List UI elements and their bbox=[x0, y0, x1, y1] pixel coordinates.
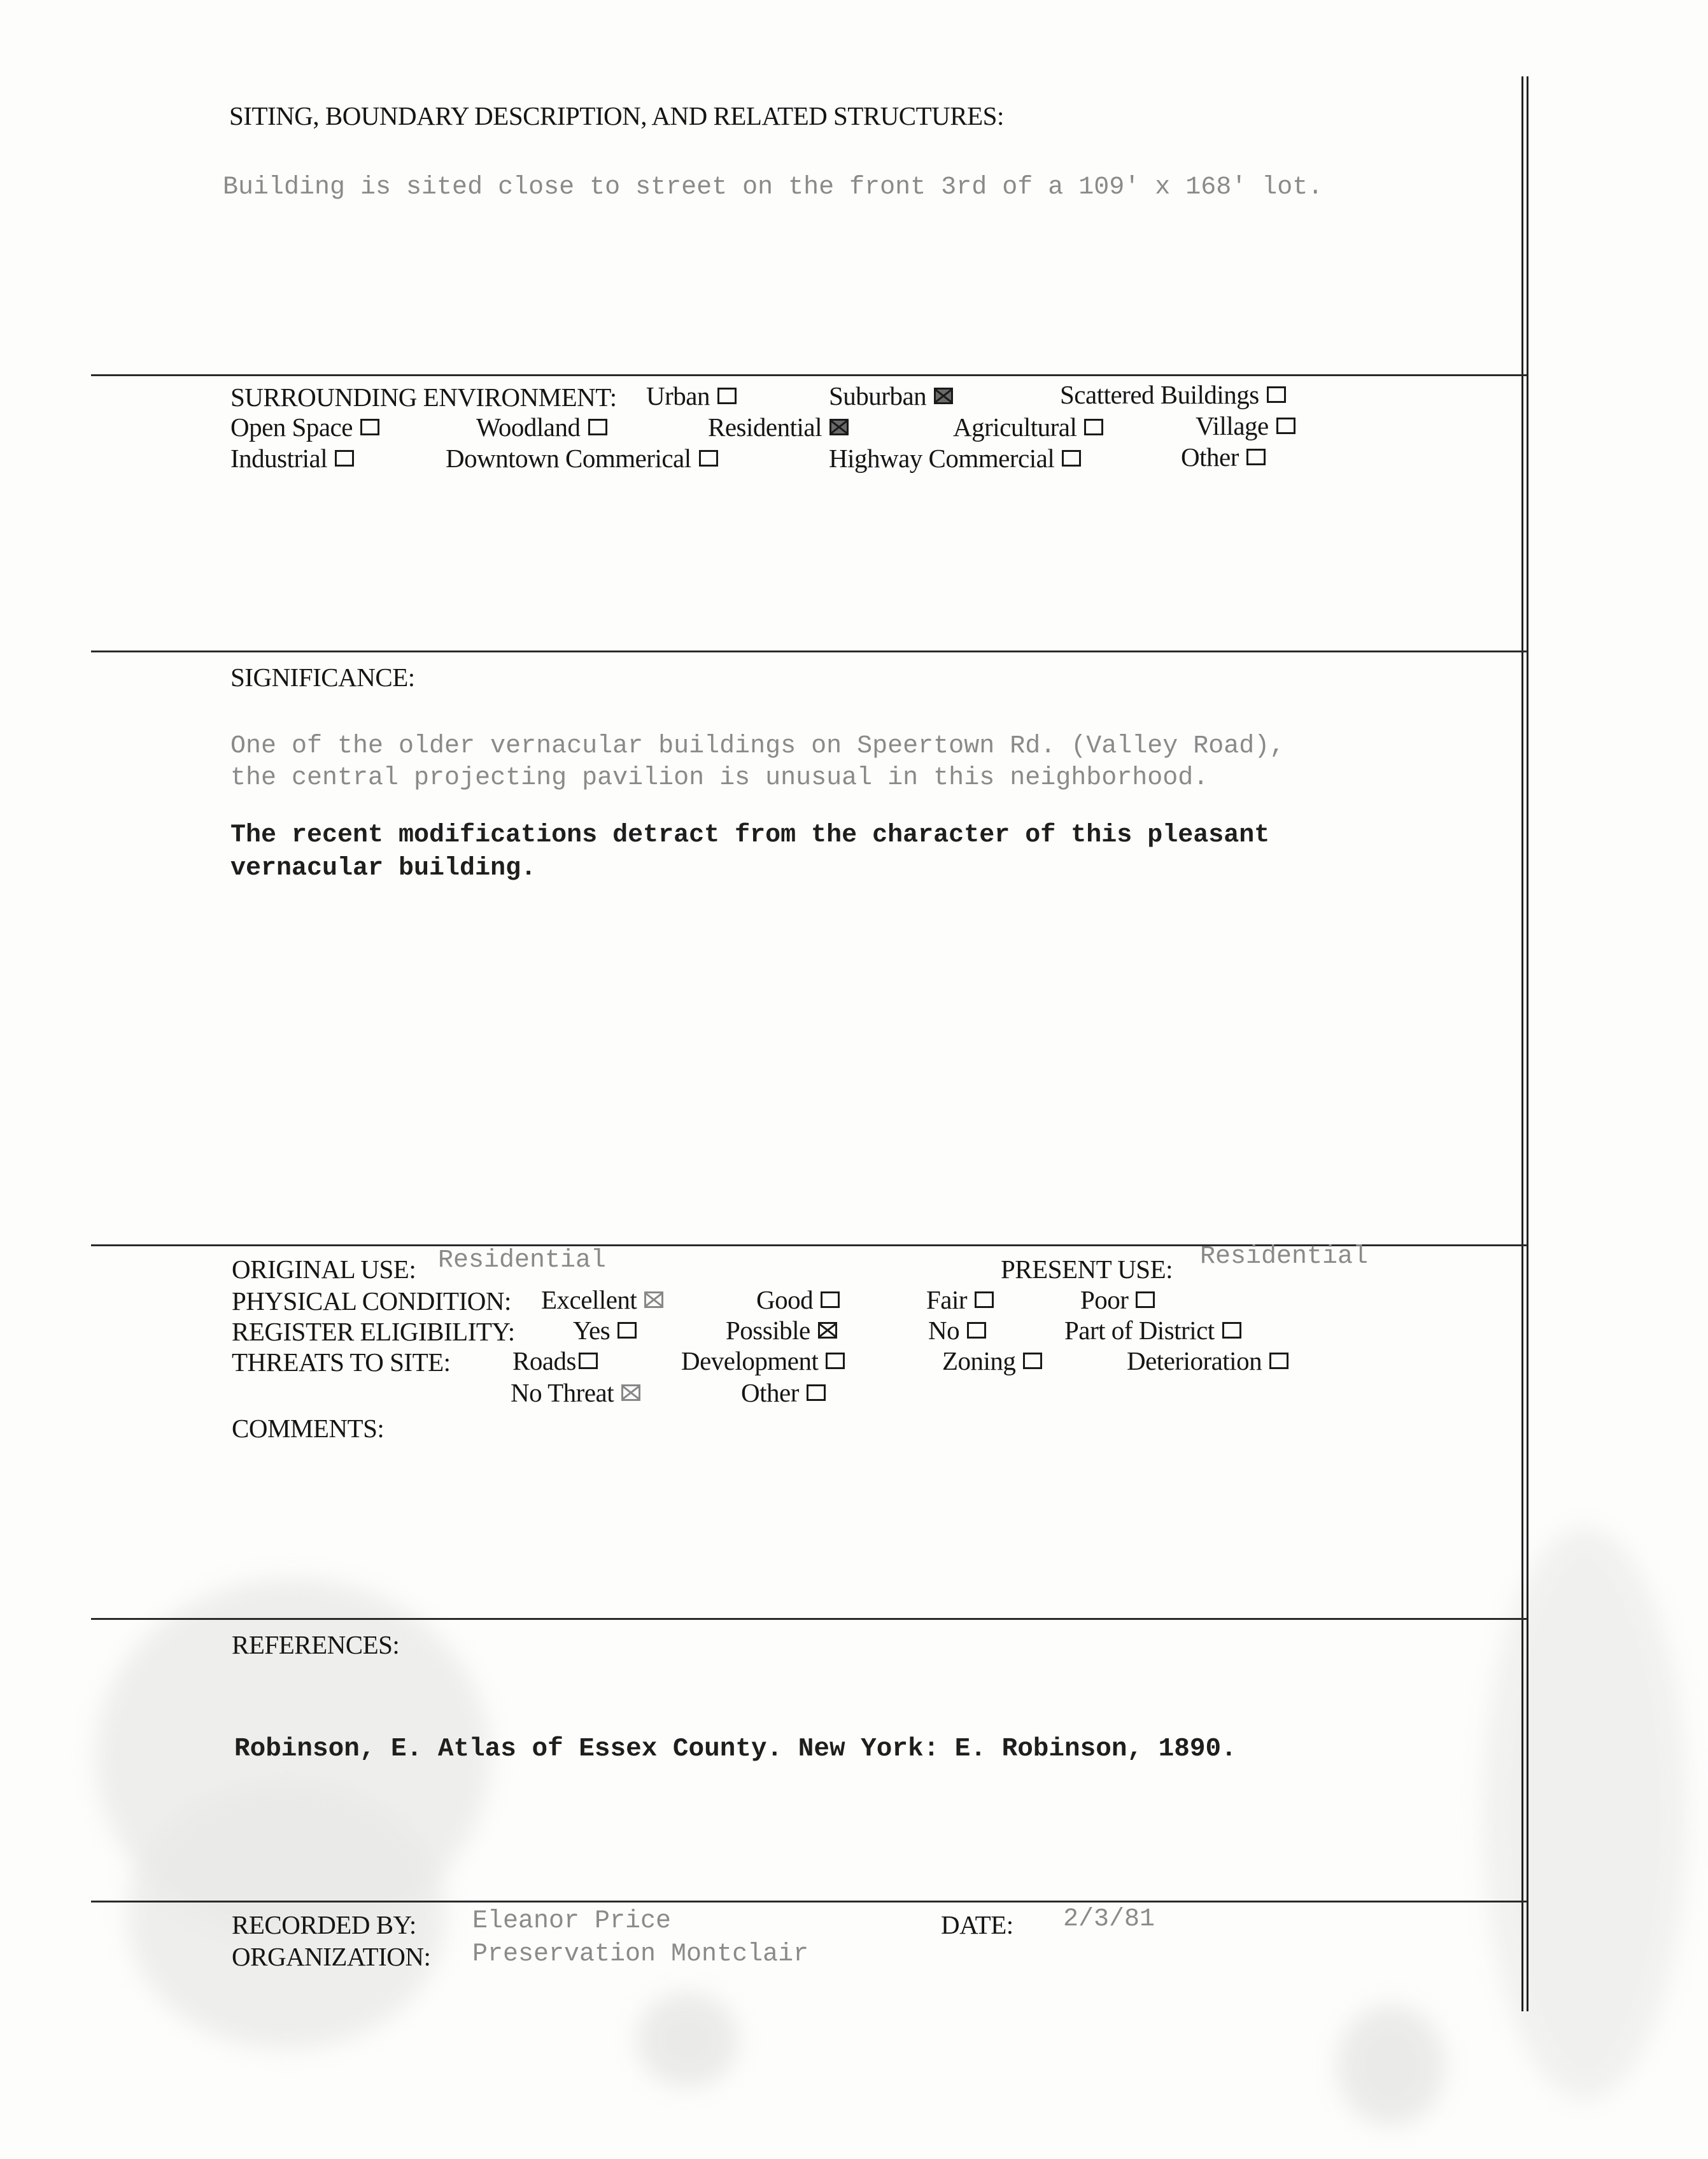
checkbox-downtown-commercial[interactable] bbox=[699, 450, 718, 467]
threat-option-label: No Threat bbox=[511, 1378, 614, 1407]
env-option-label: Agricultural bbox=[953, 412, 1077, 442]
threat-option-roads[interactable] bbox=[512, 1346, 598, 1376]
checkbox-residential[interactable] bbox=[829, 419, 849, 435]
checkbox-excellent[interactable] bbox=[644, 1291, 663, 1308]
threat-option-no-threat[interactable] bbox=[511, 1377, 640, 1408]
condition-option-label: Good bbox=[756, 1285, 814, 1314]
threats-label: THREATS TO SITE: bbox=[232, 1347, 451, 1377]
checkbox-good[interactable] bbox=[821, 1291, 840, 1308]
checkbox-woodland[interactable] bbox=[588, 419, 607, 435]
date-label: DATE: bbox=[941, 1910, 1013, 1939]
env-option-label: Other bbox=[1181, 442, 1239, 472]
threat-option-label: Zoning bbox=[942, 1346, 1016, 1375]
eligibility-option-part-of-district[interactable] bbox=[1064, 1315, 1241, 1346]
checkbox-highway-commercial[interactable] bbox=[1062, 450, 1081, 467]
present-use-label: PRESENT USE: bbox=[1001, 1255, 1173, 1284]
env-option-residential[interactable] bbox=[708, 412, 849, 442]
eligibility-option-yes[interactable] bbox=[573, 1315, 637, 1346]
env-option-label: Industrial bbox=[230, 444, 328, 473]
recorded-by-value: Eleanor Price bbox=[472, 1907, 672, 1936]
condition-option-good[interactable] bbox=[756, 1284, 840, 1315]
env-option-label: Woodland bbox=[476, 412, 581, 442]
checkbox-roads[interactable] bbox=[579, 1353, 598, 1369]
threat-option-deterioration[interactable] bbox=[1127, 1346, 1288, 1376]
env-option-label: Urban bbox=[646, 381, 710, 411]
env-option-scattered-buildings[interactable] bbox=[1060, 379, 1286, 410]
checkbox-open-space[interactable] bbox=[360, 419, 379, 435]
eligibility-option-no[interactable] bbox=[928, 1315, 986, 1346]
checkbox-deterioration[interactable] bbox=[1269, 1353, 1288, 1369]
checkbox-fair[interactable] bbox=[975, 1291, 994, 1308]
organization-label: ORGANIZATION: bbox=[232, 1942, 431, 1971]
original-use-value: Residential bbox=[438, 1246, 607, 1275]
organization-value: Preservation Montclair bbox=[472, 1940, 809, 1969]
eligibility-option-possible[interactable] bbox=[726, 1315, 837, 1346]
section-divider bbox=[91, 374, 1527, 376]
photocopy-smudge bbox=[637, 1992, 738, 2088]
eligibility-option-label: Part of District bbox=[1064, 1316, 1215, 1345]
checkbox-env-other[interactable] bbox=[1246, 449, 1266, 465]
significance-line: vernacular building. bbox=[230, 854, 537, 883]
register-eligibility-label: REGISTER ELIGIBILITY: bbox=[232, 1317, 515, 1346]
threat-option-label: Deterioration bbox=[1127, 1346, 1262, 1375]
env-option-urban[interactable] bbox=[646, 381, 737, 411]
checkbox-development[interactable] bbox=[826, 1353, 845, 1369]
reference-entry: Robinson, E. Atlas of Essex County. New York: E. Robinson, 1890. bbox=[234, 1734, 1237, 1764]
section-divider bbox=[91, 1618, 1527, 1620]
env-option-industrial[interactable] bbox=[230, 443, 354, 474]
environment-heading: SURROUNDING ENVIRONMENT: bbox=[230, 383, 617, 412]
siting-text: Building is sited close to street on the front 3rd of a 109' x 168' lot. bbox=[223, 173, 1323, 202]
photocopy-smudge bbox=[1337, 2005, 1445, 2126]
condition-option-label: Fair bbox=[926, 1285, 968, 1314]
env-option-suburban[interactable] bbox=[829, 381, 953, 411]
env-option-downtown-commercial[interactable] bbox=[446, 443, 718, 474]
env-option-woodland[interactable] bbox=[476, 412, 607, 442]
checkbox-village[interactable] bbox=[1276, 418, 1295, 434]
checkbox-suburban[interactable] bbox=[934, 388, 953, 404]
checkbox-possible[interactable] bbox=[818, 1322, 837, 1339]
checkbox-poor[interactable] bbox=[1136, 1291, 1155, 1308]
significance-heading: SIGNIFICANCE: bbox=[230, 663, 415, 692]
right-border-line bbox=[1527, 76, 1528, 2011]
condition-option-poor[interactable] bbox=[1080, 1284, 1155, 1315]
date-value: 2/3/81 bbox=[1063, 1905, 1155, 1934]
photocopy-smudge bbox=[1483, 1528, 1687, 2100]
checkbox-zoning[interactable] bbox=[1023, 1353, 1042, 1369]
comments-label: COMMENTS: bbox=[232, 1414, 385, 1443]
env-option-label: Open Space bbox=[230, 412, 353, 442]
significance-line: One of the older vernacular buildings on Speertown Rd. (Valley Road), bbox=[230, 732, 1285, 761]
env-option-label: Village bbox=[1196, 411, 1269, 440]
env-option-village[interactable] bbox=[1196, 411, 1295, 441]
condition-option-label: Excellent bbox=[541, 1285, 637, 1314]
checkbox-urban[interactable] bbox=[717, 388, 737, 404]
threat-option-label: Roads bbox=[512, 1346, 576, 1375]
recorded-by-label: RECORDED BY: bbox=[232, 1910, 416, 1939]
section-divider bbox=[91, 651, 1527, 652]
checkbox-threat-other[interactable] bbox=[807, 1384, 826, 1401]
section-divider bbox=[91, 1901, 1527, 1902]
physical-condition-label: PHYSICAL CONDITION: bbox=[232, 1286, 511, 1316]
env-option-open-space[interactable] bbox=[230, 412, 379, 442]
original-use-label: ORIGINAL USE: bbox=[232, 1255, 416, 1284]
significance-line: The recent modifications detract from the character of this pleasant bbox=[230, 821, 1270, 850]
eligibility-option-label: Yes bbox=[573, 1316, 611, 1345]
references-heading: REFERENCES: bbox=[232, 1630, 400, 1659]
threat-option-label: Development bbox=[681, 1346, 819, 1375]
present-use-value: Residential bbox=[1200, 1242, 1369, 1271]
eligibility-option-label: No bbox=[928, 1316, 960, 1345]
condition-option-excellent[interactable] bbox=[541, 1284, 663, 1315]
checkbox-industrial[interactable] bbox=[335, 450, 354, 467]
checkbox-no-threat[interactable] bbox=[621, 1384, 640, 1401]
checkbox-part-of-district[interactable] bbox=[1222, 1322, 1241, 1339]
condition-option-fair[interactable] bbox=[926, 1284, 994, 1315]
significance-line: the central projecting pavilion is unusual in this neighborhood. bbox=[230, 764, 1209, 792]
env-option-label: Downtown Commerical bbox=[446, 444, 691, 473]
condition-option-label: Poor bbox=[1080, 1285, 1129, 1314]
env-option-label: Highway Commercial bbox=[829, 444, 1055, 473]
env-option-label: Suburban bbox=[829, 381, 927, 411]
checkbox-yes[interactable] bbox=[618, 1322, 637, 1339]
threat-option-other[interactable] bbox=[741, 1377, 826, 1408]
threat-option-development[interactable] bbox=[681, 1346, 845, 1376]
threat-option-zoning[interactable] bbox=[942, 1346, 1042, 1376]
checkbox-no[interactable] bbox=[967, 1322, 986, 1339]
env-option-other[interactable] bbox=[1181, 442, 1266, 472]
eligibility-option-label: Possible bbox=[726, 1316, 810, 1345]
checkbox-scattered-buildings[interactable] bbox=[1267, 386, 1286, 403]
right-border-line bbox=[1521, 76, 1523, 2011]
env-option-highway-commercial[interactable] bbox=[829, 443, 1081, 474]
checkbox-agricultural[interactable] bbox=[1084, 419, 1103, 435]
env-option-label: Scattered Buildings bbox=[1060, 380, 1259, 409]
threat-option-label: Other bbox=[741, 1378, 799, 1407]
env-option-agricultural[interactable] bbox=[953, 412, 1103, 442]
env-option-label: Residential bbox=[708, 412, 822, 442]
siting-heading: SITING, BOUNDARY DESCRIPTION, AND RELATED STRUCTURES: bbox=[229, 101, 1004, 130]
